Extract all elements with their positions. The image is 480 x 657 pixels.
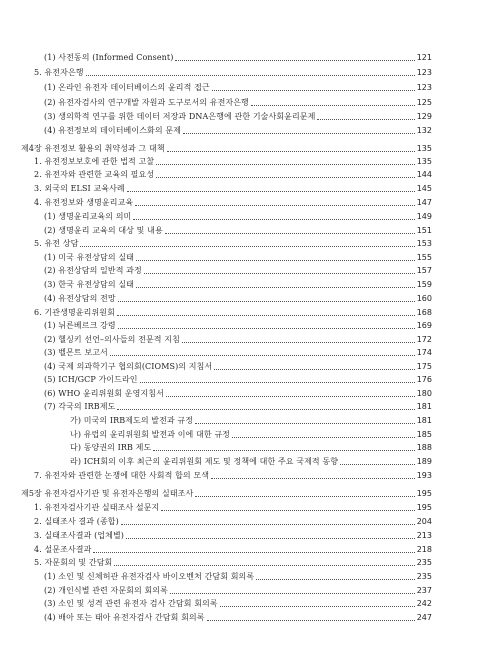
- toc-entry[interactable]: [34, 556, 432, 568]
- toc-page-number: 181: [416, 402, 432, 411]
- toc-entry[interactable]: [34, 168, 432, 180]
- toc-entry[interactable]: [44, 224, 432, 236]
- dot-leader: [114, 564, 414, 566]
- toc-entry[interactable]: [44, 96, 432, 108]
- dot-leader: [117, 314, 415, 316]
- dot-leader: [175, 59, 414, 61]
- dot-leader: [136, 286, 415, 288]
- toc-entry-title: 2. 유전자와 관련한 교육의 필요성: [34, 170, 155, 179]
- toc-page-number: 174: [416, 348, 432, 357]
- toc-entry[interactable]: [44, 319, 432, 331]
- dot-leader: [195, 422, 415, 424]
- dot-leader: [207, 619, 415, 621]
- toc-entry-title: 5. 자문회의 및 간담회: [34, 558, 113, 567]
- dot-leader: [153, 449, 414, 451]
- toc-entry[interactable]: [34, 306, 432, 318]
- toc-entry-title: (1) 온라인 유전자 데이터베이스의 윤리적 접근: [44, 83, 210, 92]
- toc-page-number: 204: [416, 517, 432, 526]
- toc-entry-title: 7. 유전자와 관련한 논쟁에 대한 사회적 합의 모색: [34, 471, 210, 480]
- toc-page-number: 181: [416, 416, 432, 425]
- toc-entry[interactable]: [44, 387, 432, 399]
- toc-entry-title: (3) 벨몬트 보고서: [44, 348, 108, 357]
- toc-chapter[interactable]: [21, 487, 432, 499]
- dot-leader: [211, 477, 415, 479]
- toc-page-number: 193: [416, 471, 432, 480]
- toc-entry-title: (4) 유전상담의 전망: [44, 294, 116, 303]
- toc-page-number: 149: [416, 212, 432, 221]
- toc-entry-title: (4) 국제 의과학기구 협의회(CIOMS)의 지침서: [44, 362, 213, 371]
- toc-entry-title: (1) 생명윤리교육의 의미: [44, 212, 132, 221]
- dot-leader: [167, 150, 415, 152]
- toc-entry[interactable]: [44, 584, 432, 596]
- dot-leader: [182, 341, 415, 343]
- toc-page-number: 135: [416, 157, 432, 166]
- toc-entry-title: 제5장 유전자검사기관 및 유전자은행의 실태조사: [21, 489, 194, 498]
- toc-entry[interactable]: [44, 611, 432, 623]
- toc-entry-title: 라) ICH회의 이후 최근의 윤리위원회 제도 및 정책에 대한 주요 국제적 동향: [70, 457, 339, 466]
- toc-chapter[interactable]: [21, 142, 432, 154]
- toc-page-number: 218: [416, 545, 432, 554]
- toc-page-number: 237: [416, 586, 432, 595]
- toc-entry[interactable]: [44, 292, 432, 304]
- toc-page-number: 188: [416, 443, 432, 452]
- dot-leader: [118, 327, 415, 329]
- toc-entry[interactable]: [44, 333, 432, 345]
- toc-page-number: 195: [416, 503, 432, 512]
- toc-page-number: 247: [416, 613, 432, 622]
- toc-page-number: 147: [416, 198, 432, 207]
- toc-entry[interactable]: [44, 373, 432, 385]
- toc-entry-title: 다) 동양권의 IRB 제도: [70, 443, 152, 452]
- toc-entry[interactable]: [70, 441, 432, 453]
- dot-leader: [156, 163, 415, 165]
- dot-leader: [127, 190, 415, 192]
- toc-page-number: 175: [416, 362, 432, 371]
- toc-entry-title: (2) 생명윤리 교육의 대상 및 내용: [44, 226, 163, 235]
- dot-leader: [340, 463, 415, 465]
- toc-entry-title: (3) 소인 및 성격 관련 유전자 검사 간담회 회의록: [44, 599, 218, 608]
- dot-leader: [136, 259, 415, 261]
- toc-entry[interactable]: [44, 264, 432, 276]
- toc-page-number: 123: [416, 68, 432, 77]
- toc-entry[interactable]: [44, 597, 432, 609]
- toc-entry-title: 3. 실태조사결과 (업체별): [34, 531, 125, 540]
- dot-leader: [80, 245, 414, 247]
- toc-entry-title: 제4장 유전정보 활용의 취약성과 그 대책: [21, 144, 165, 153]
- toc-page-number: 189: [416, 457, 432, 466]
- toc-page-number: 157: [416, 266, 432, 275]
- dot-leader: [232, 436, 415, 438]
- toc-entry[interactable]: [44, 400, 432, 412]
- toc-page-number: 176: [416, 375, 432, 384]
- toc-page-number: 121: [416, 53, 432, 62]
- toc-entry[interactable]: [44, 346, 432, 358]
- toc-page-number: 123: [416, 83, 432, 92]
- toc-entry[interactable]: [44, 124, 432, 136]
- dot-leader: [144, 272, 415, 274]
- toc-entry[interactable]: [44, 570, 432, 582]
- dot-leader: [118, 300, 415, 302]
- toc-entry-title: (2) 유전상담의 일반적 과정: [44, 266, 142, 275]
- dot-leader: [140, 381, 415, 383]
- toc-page-number: 132: [416, 126, 432, 135]
- toc-entry[interactable]: [34, 529, 432, 541]
- toc-entry-title: 3. 외국의 ELSI 교육사례: [34, 184, 125, 193]
- toc-entry-title: (1) 미국 유전상담의 실태: [44, 253, 135, 262]
- toc-entry[interactable]: [44, 251, 432, 263]
- toc-entry[interactable]: [34, 469, 432, 481]
- toc-page-number: 213: [416, 531, 432, 540]
- toc-page-number: 180: [416, 389, 432, 398]
- toc-page-number: 160: [416, 294, 432, 303]
- toc-page-number: 159: [416, 280, 432, 289]
- toc-page-number: 185: [416, 430, 432, 439]
- toc-page-number: 235: [416, 558, 432, 567]
- toc-page-number: 155: [416, 253, 432, 262]
- dot-leader: [165, 232, 415, 234]
- toc-entry[interactable]: [44, 51, 432, 63]
- toc-entry-title: 4. 설문조사결과: [34, 545, 92, 554]
- toc-entry[interactable]: [44, 210, 432, 222]
- toc-entry-title: (5) ICH/GCP 가이드라인: [44, 375, 138, 384]
- toc-entry-title: (1) 뉘른베르크 강령: [44, 321, 116, 330]
- dot-leader: [86, 74, 415, 76]
- toc-entry[interactable]: [34, 501, 432, 513]
- dot-leader: [161, 509, 414, 511]
- toc-page-number: 242: [416, 599, 432, 608]
- toc-entry-title: 6. 기관생명윤리위원회: [34, 308, 115, 317]
- toc-entry[interactable]: [34, 66, 432, 78]
- toc-page-number: 195: [416, 489, 432, 498]
- dot-leader: [166, 395, 415, 397]
- toc-page-number: 135: [416, 144, 432, 153]
- toc-page-number: 172: [416, 335, 432, 344]
- toc-entry-title: 1. 유전자검사기관 실태조사 설문지: [34, 503, 160, 512]
- toc-page-number: 151: [416, 226, 432, 235]
- toc-entry-title: (1) 사전동의 (Informed Consent): [44, 53, 174, 62]
- dot-leader: [110, 354, 415, 356]
- toc-entry-title: 1. 유전정보보호에 관한 법적 고찰: [34, 157, 155, 166]
- dot-leader: [183, 132, 415, 134]
- dot-leader: [117, 408, 414, 410]
- toc-entry[interactable]: [34, 182, 432, 194]
- toc-entry-title: 5. 유전자은행: [34, 68, 84, 77]
- toc-entry[interactable]: [70, 414, 432, 426]
- toc-entry-title: (6) WHO 윤리위원회 운영지침서: [44, 389, 164, 398]
- dot-leader: [220, 605, 415, 607]
- toc-entry-title: (2) 유전자검사의 연구개발 자원과 도구로서의 유전자은행: [44, 98, 249, 107]
- dot-leader: [121, 523, 415, 525]
- toc-entry-title: (1) 소인 및 신체허관 유전자검사 바이오벤처 간담회 회의록: [44, 572, 255, 581]
- toc-page-number: 129: [416, 112, 432, 121]
- toc-entry-title: 2. 실태조사 결과 (종합): [34, 517, 119, 526]
- toc-entry[interactable]: [70, 455, 432, 467]
- toc-entry-title: (4) 배아 또는 태아 유전자검사 간담회 회의록: [44, 613, 205, 622]
- dot-leader: [251, 104, 415, 106]
- toc-entry[interactable]: [44, 360, 432, 372]
- toc-entry[interactable]: [34, 196, 432, 208]
- toc-entry-title: (3) 한국 유전상담의 실태: [44, 280, 135, 289]
- toc-entry-title: 4. 유전정보와 생명윤리교육: [34, 198, 134, 207]
- toc-entry-title: 나) 유럽의 윤리위원회 발전과 이에 대한 규정: [70, 430, 230, 439]
- dot-leader: [135, 204, 414, 206]
- toc-page-number: 153: [416, 239, 432, 248]
- toc-entry[interactable]: [34, 543, 432, 555]
- toc-entry[interactable]: [34, 237, 432, 249]
- toc-entry[interactable]: [44, 81, 432, 93]
- toc-page-number: 145: [416, 184, 432, 193]
- toc-entry[interactable]: [44, 278, 432, 290]
- dot-leader: [93, 551, 414, 553]
- toc-entry[interactable]: [70, 428, 432, 440]
- toc-entry-title: (2) 개인식별 관련 자문회의 회의록: [44, 586, 168, 595]
- dot-leader: [156, 176, 415, 178]
- toc-entry-title: 가) 미국의 IRB제도의 발전과 규정: [70, 416, 194, 425]
- toc-entry-title: (3) 생의학적 연구를 위한 데이터 저장과 DNA은행에 관한 기술사회윤리문제: [44, 112, 316, 121]
- toc-entry-title: (4) 유전정보의 데이터베이스화의 문제: [44, 126, 181, 135]
- dot-leader: [133, 218, 414, 220]
- toc-entry-title: (2) 헬싱키 선언–의사들의 전문적 지침: [44, 335, 180, 344]
- dot-leader: [212, 89, 415, 91]
- toc-entry[interactable]: [34, 515, 432, 527]
- dot-leader: [126, 537, 415, 539]
- toc-page-number: 235: [416, 572, 432, 581]
- dot-leader: [256, 578, 415, 580]
- toc-page-number: 125: [416, 98, 432, 107]
- dot-leader: [170, 592, 415, 594]
- toc-page-number: 168: [416, 308, 432, 317]
- toc-entry-title: 5. 유전 상담: [34, 239, 79, 248]
- dot-leader: [317, 118, 414, 120]
- dot-leader: [214, 368, 414, 370]
- toc-page-number: 144: [416, 170, 432, 179]
- toc-page-number: 169: [416, 321, 432, 330]
- dot-leader: [195, 495, 414, 497]
- toc-entry-title: (7) 각국의 IRB제도: [44, 402, 116, 411]
- toc-entry[interactable]: [44, 110, 432, 122]
- toc-entry[interactable]: [34, 155, 432, 167]
